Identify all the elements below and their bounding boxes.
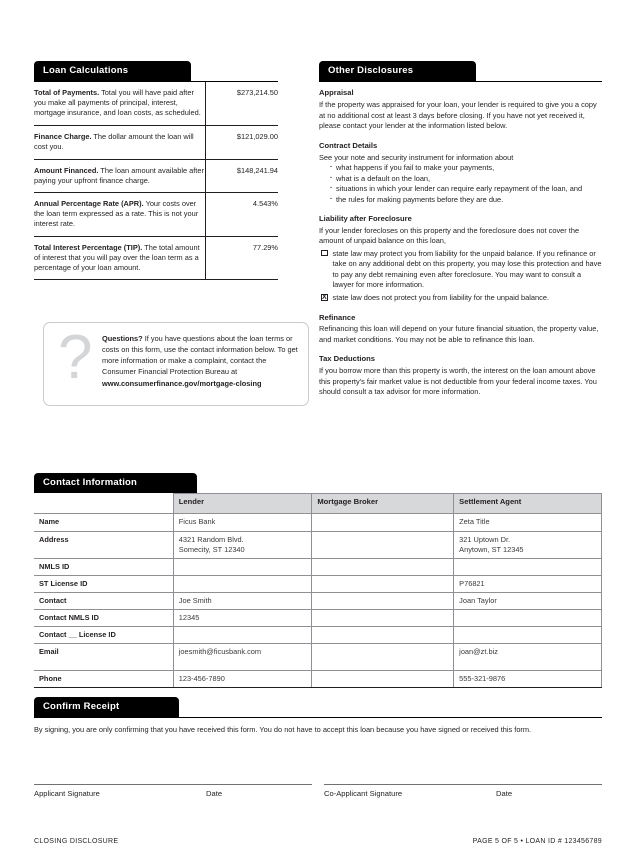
other-disclosures-section	[319, 60, 602, 398]
cell-broker	[312, 575, 454, 592]
loan-calc-value: $273,214.50	[206, 82, 278, 126]
table-row	[34, 626, 602, 643]
loan-calc-detail: The total amount of interest that you will pay over the loan term as a percentage of your loan amount.	[34, 242, 200, 272]
footer-document-title: CLOSING DISCLOSURE	[34, 838, 119, 845]
questions-text	[102, 334, 300, 390]
appraisal-text: If the property was appraised for your loan, your lender is required to give you a copy at no additional cost at least 3 days before closing. If you have not yet received it, please contact your lender at the information listed below.	[319, 100, 597, 131]
refinance-heading: Refinance	[319, 312, 356, 322]
column-header-settlement-agent: Settlement Agent	[454, 494, 602, 514]
contract-details-intro: See your note and security instrument for information about	[319, 152, 514, 162]
loan-calc-term: Finance Charge.	[34, 131, 92, 141]
confirm-receipt-tab-label: Confirm Receipt	[34, 697, 179, 717]
cell-agent: Joan Taylor	[454, 592, 602, 609]
row-label: Name	[34, 514, 173, 531]
table-row	[34, 236, 278, 280]
coapplicant-signature-label: Co-Applicant Signature	[324, 789, 403, 798]
footer-page-and-loan-id: PAGE 5 OF 5 • LOAN ID # 123456789	[472, 838, 602, 845]
questions-body: If you have questions about the loan terms or costs on this form, use the contact information below. To get more information or make a complaint, contact the Consumer Financial Protection Bureau at	[102, 334, 298, 376]
liability-option-text: state law may protect you from liability for the unpaid balance. If you refinance or take on any additional debt on this property, you may lose this protection and have to pay any debt remaining even after foreclosure. You may want to consult a lawyer for more information.	[332, 248, 602, 290]
list-item: · the rules for making payments before they are due.	[330, 195, 602, 206]
checkbox-checked-icon[interactable]: X	[322, 294, 327, 301]
coapplicant-date-label: Date	[496, 789, 513, 798]
cell-lender	[173, 626, 312, 643]
loan-calc-value: $121,029.00	[206, 125, 278, 159]
loan-calc-value: 77.29%	[206, 236, 278, 280]
loan-calculations-table	[34, 81, 278, 280]
row-label: NMLS ID	[34, 558, 173, 575]
confirm-receipt-header	[34, 696, 602, 717]
table-header-row	[34, 494, 602, 514]
divider	[34, 717, 602, 718]
page-footer	[34, 838, 602, 845]
loan-calc-term: Total of Payments.	[34, 88, 100, 98]
table-row	[34, 575, 602, 592]
divider	[319, 81, 602, 82]
row-label: ST License ID	[34, 575, 173, 592]
row-label: Address	[34, 531, 173, 558]
table-row	[34, 592, 602, 609]
cell-lender: 123-456-7890	[173, 670, 312, 687]
applicant-signature-label: Applicant Signature	[34, 789, 100, 798]
confirm-receipt-text: By signing, you are only confirming that you have received this form. You do not have to accept this loan because you have signed or received this form.	[34, 725, 532, 735]
cell-broker	[312, 643, 454, 670]
row-label: Email	[34, 643, 173, 670]
loan-calc-term: Annual Percentage Rate (APR).	[34, 199, 144, 209]
liability-option-row[interactable]	[319, 249, 602, 291]
list-item: · what is a default on the loan,	[330, 174, 602, 185]
tax-deductions-text: If you borrow more than this property is worth, the interest on the loan amount above this property's fair market value is not deductible from your federal income taxes. You should consult a tax advisor for more information.	[319, 366, 597, 397]
cell-agent: 555-321-9876	[454, 670, 602, 687]
contract-details-heading: Contract Details	[319, 140, 378, 150]
loan-calc-description	[34, 159, 206, 193]
column-header-blank	[34, 494, 173, 514]
other-disclosures-header	[319, 60, 602, 81]
loan-calculations-section	[34, 60, 278, 280]
questions-callout-box	[43, 322, 309, 406]
loan-calc-detail: Your costs over the loan term expressed as a rate. This is not your interest rate.	[34, 199, 199, 229]
signature-row	[34, 784, 602, 798]
applicant-signature-block	[34, 784, 312, 798]
cell-broker	[312, 609, 454, 626]
applicant-date-label: Date	[206, 789, 223, 798]
cell-agent	[454, 609, 602, 626]
loan-calc-description	[34, 82, 206, 126]
tax-deductions-heading: Tax Deductions	[319, 354, 375, 364]
contact-information-table	[34, 493, 602, 688]
loan-calc-detail: Total you will have paid after you make all payments of principal, interest, mortgage insurance, and loan costs, as scheduled.	[34, 88, 201, 118]
cell-lender	[173, 558, 312, 575]
cell-lender: joesmith@ficusbank.com	[173, 643, 312, 670]
cell-lender: 4321 Random Blvd. Somecity, ST 12340	[173, 531, 312, 558]
row-label: Contact __ License ID	[34, 626, 173, 643]
loan-calc-description	[34, 236, 206, 280]
loan-calc-value: 4.543%	[206, 193, 278, 237]
cell-lender: Ficus Bank	[173, 514, 312, 531]
table-row	[34, 531, 602, 558]
loan-calc-description	[34, 125, 206, 159]
list-item: · what happens if you fail to make your payments,	[330, 163, 602, 174]
cell-agent: Zeta Title	[454, 514, 602, 531]
cell-lender: 12345	[173, 609, 312, 626]
loan-calc-value: $148,241.94	[206, 159, 278, 193]
coapplicant-signature-labels	[324, 785, 602, 798]
contact-information-section	[34, 472, 602, 688]
loan-calc-term: Total Interest Percentage (TIP).	[34, 242, 143, 252]
loan-calculations-header	[34, 60, 278, 81]
cell-agent	[454, 626, 602, 643]
contact-information-header	[34, 472, 602, 493]
liability-option-row[interactable]	[319, 293, 602, 304]
cell-agent: 321 Uptown Dr. Anytown, ST 12345	[454, 531, 602, 558]
cell-broker	[312, 626, 454, 643]
row-label: Phone	[34, 670, 173, 687]
appraisal-heading: Appraisal	[319, 88, 354, 98]
coapplicant-signature-block	[324, 784, 602, 798]
table-row	[34, 558, 602, 575]
cell-agent	[454, 558, 602, 575]
other-disclosures-tab-label: Other Disclosures	[319, 61, 476, 81]
loan-calculations-tab-label: Loan Calculations	[34, 61, 191, 81]
contract-details-list	[319, 163, 602, 205]
table-row	[34, 159, 278, 193]
liability-option-text: state law does not protect you from liability for the unpaid balance.	[332, 293, 550, 302]
table-row	[34, 670, 602, 687]
cell-broker	[312, 558, 454, 575]
refinance-text: Refinancing this loan will depend on your future financial situation, the property value, and market conditions. You may not be able to refinance this loan.	[319, 324, 599, 344]
questions-url-link[interactable]: www.consumerfinance.gov/mortgage-closing	[102, 378, 262, 388]
confirm-receipt-section	[34, 696, 602, 736]
table-row	[34, 643, 602, 670]
column-header-lender: Lender	[173, 494, 312, 514]
liability-heading: Liability after Foreclosure	[319, 214, 412, 224]
table-row	[34, 193, 278, 237]
cell-agent: joan@zt.biz	[454, 643, 602, 670]
contact-information-tab-label: Contact Information	[34, 473, 197, 493]
cell-broker	[312, 531, 454, 558]
applicant-signature-labels	[34, 785, 312, 798]
loan-calc-term: Amount Financed.	[34, 165, 99, 175]
cell-agent: P76821	[454, 575, 602, 592]
table-row	[34, 514, 602, 531]
cell-broker	[312, 592, 454, 609]
checkbox-unchecked-icon[interactable]	[321, 250, 328, 257]
loan-calc-detail: The dollar amount the loan will cost you.	[34, 131, 194, 151]
column-header-mortgage-broker: Mortgage Broker	[312, 494, 454, 514]
question-mark-icon: ?	[58, 323, 93, 392]
table-row	[34, 609, 602, 626]
cell-lender: Joe Smith	[173, 592, 312, 609]
row-label: Contact	[34, 592, 173, 609]
row-label: Contact NMLS ID	[34, 609, 173, 626]
questions-heading: Questions?	[102, 334, 143, 343]
other-disclosures-body	[319, 88, 602, 397]
liability-intro: If your lender forecloses on this property and the foreclosure does not cover the amount of unpaid balance on this loan,	[319, 225, 580, 246]
loan-calc-detail: The loan amount available after paying your upfront finance charge.	[34, 165, 204, 185]
cell-broker	[312, 514, 454, 531]
loan-calc-description	[34, 193, 206, 237]
cell-broker	[312, 670, 454, 687]
list-item: · situations in which your lender can require early repayment of the loan, and	[330, 184, 602, 195]
table-row	[34, 82, 278, 126]
cell-lender	[173, 575, 312, 592]
table-row	[34, 125, 278, 159]
